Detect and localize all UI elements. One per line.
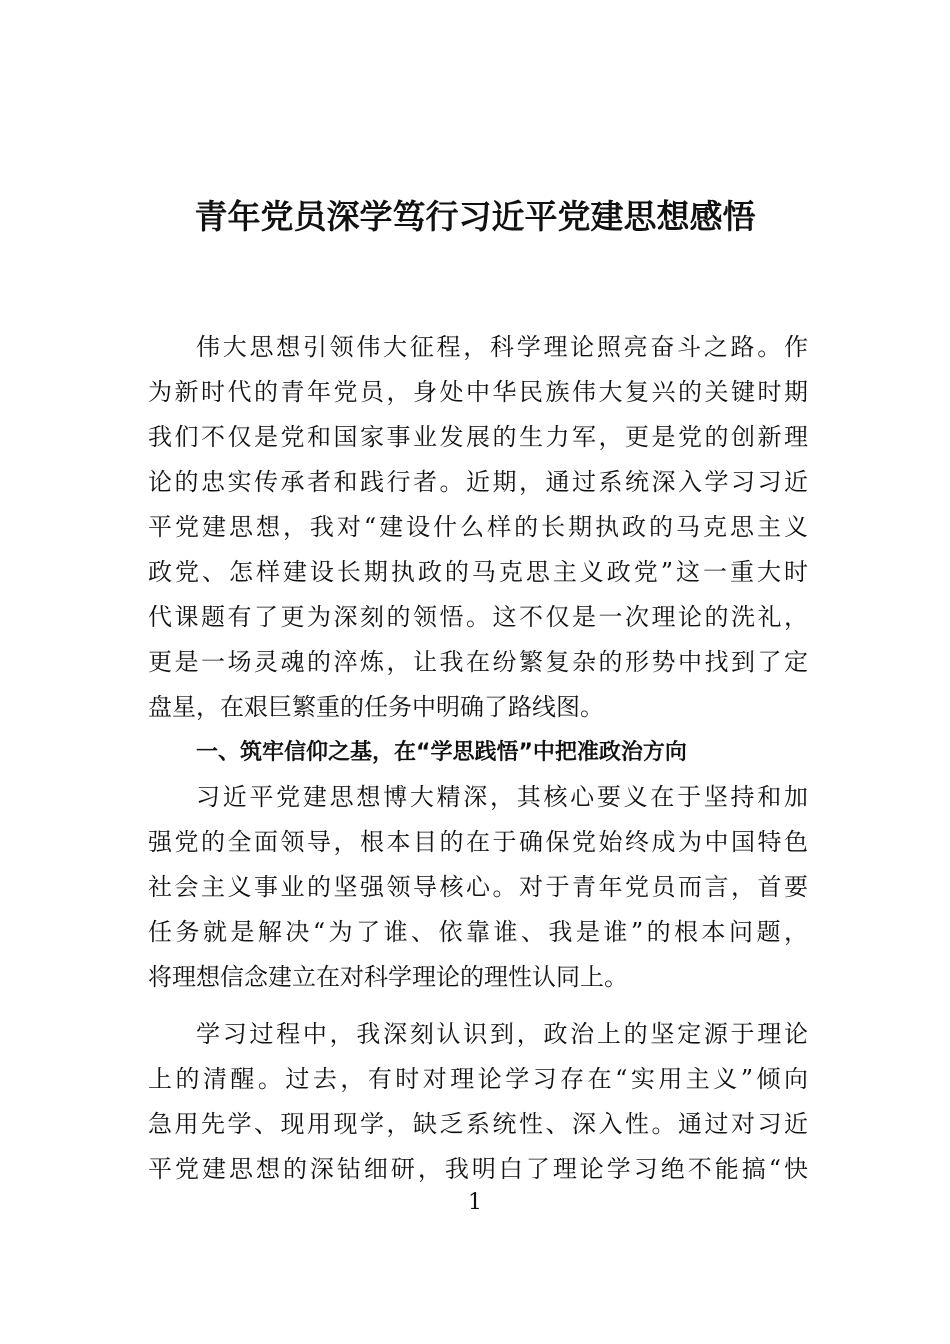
paragraph-line: 任务就是解决“为了谁、依靠谁、我是谁”的根本问题， [148,918,808,946]
paragraph-line: 论的忠实传承者和践行者。近期，通过系统深入学习习近 [148,468,808,496]
paragraph-line: 习近平党建思想博大精深，其核心要义在于坚持和加 [196,783,808,811]
section-heading: 一、筑牢信仰之基，在“学思践悟”中把准政治方向 [196,740,687,765]
document-title: 青年党员深学笃行习近平党建思想感悟 [194,197,756,236]
paragraph-intro [148,325,808,730]
paragraph-spacer [148,1000,808,1012]
paragraph-line: 学习过程中，我深刻认识到，政治上的坚定源于理论 [196,1020,808,1048]
paragraph-line: 政党、怎样建设长期执政的马克思主义政党”这一重大时 [148,558,808,586]
paragraph-line: 为新时代的青年党员，身处中华民族伟大复兴的关键时期 [148,378,808,406]
paragraph-line: 更是一场灵魂的淬炼，让我在纷繁复杂的形势中找到了定 [148,648,808,676]
paragraph-line: 伟大思想引领伟大征程，科学理论照亮奋斗之路。作 [196,333,808,361]
paragraph-line: 社会主义事业的坚强领导核心。对于青年党员而言，首要 [148,873,808,901]
paragraph-line: 急用先学、现用现学，缺乏系统性、深入性。通过对习近 [148,1110,808,1138]
paragraph-section1-b [148,1012,808,1192]
page-number: 1 [468,1190,482,1215]
document-body [148,325,808,1192]
paragraph-line: 平党建思想，我对“建设什么样的长期执政的马克思主义 [148,513,808,541]
paragraph-line: 上的清醒。过去，有时对理论学习存在“实用主义”倾向 [148,1065,808,1093]
paragraph-section1-a [148,775,808,1000]
paragraph-line: 平党建思想的深钻细研，我明白了理论学习绝不能搞“快 [148,1155,808,1183]
paragraph-line: 强党的全面领导，根本目的在于确保党始终成为中国特色 [148,828,808,856]
paragraph-line: 将理想信念建立在对科学理论的理性认同上。 [148,963,628,991]
paragraph-line: 我们不仅是党和国家事业发展的生力军，更是党的创新理 [148,423,808,451]
paragraph-line: 盘星，在艰巨繁重的任务中明确了路线图。 [148,693,604,721]
paragraph-line: 代课题有了更为深刻的领悟。这不仅是一次理论的洗礼， [148,603,808,631]
